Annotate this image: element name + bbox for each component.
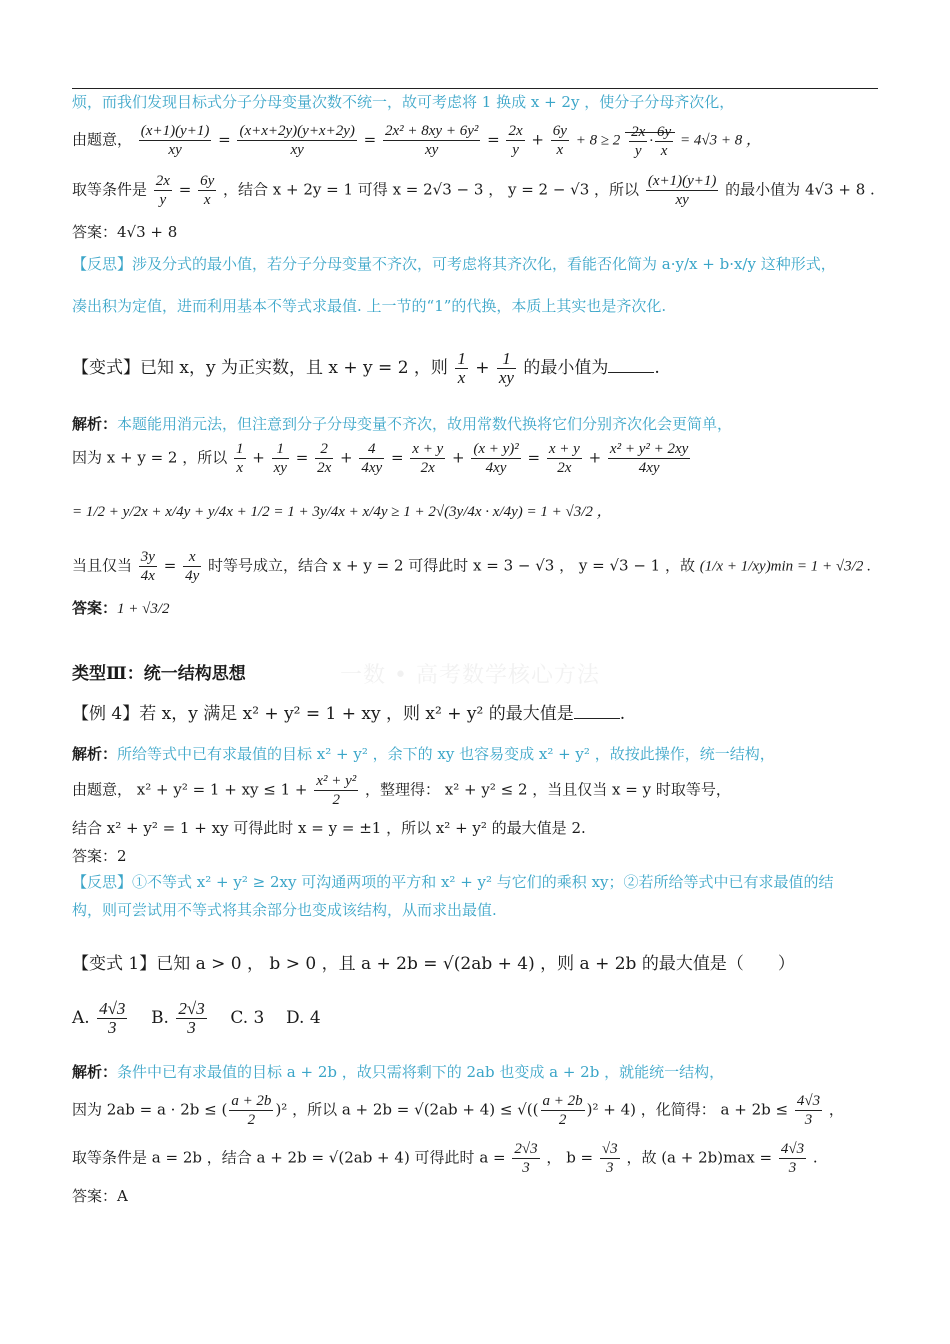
variant1-solution-line-3: 取等条件是 a = 2b ，结合 a + 2b = √(2ab + 4) 可得此时 a = $\frac{2√3}{3}$ ， b = $\frac{√3}{3}$ ，故 (a + 2b)max = $\frac{4√3}{3}$ .	[72, 1141, 818, 1176]
example4-solution-line-3: 结合 x² + y² = 1 + xy 可得此时 x = y = ±1 ，所以 x² + y² 的最大值是 2.	[72, 819, 586, 837]
solution-label: 解析：	[72, 1063, 118, 1081]
solution-text: 时等号成立，结合 x + y = 2 可得此时 x = 3 − √3 ， y = √3 − 1 ，故	[208, 556, 695, 575]
fraction: $\frac{4√3}{3}$	[780, 1141, 805, 1176]
solution-text: 当且仅当	[72, 556, 133, 575]
reflection-text: 涉及分式的最小值，若分子分母变量不齐次，可考虑将其齐次化，看能否化简为 a·y/x + b·x/y 这种形式，	[132, 255, 836, 273]
option-a-label: A.	[72, 1008, 90, 1028]
solution-text: ，故 (a + 2b)max =	[626, 1148, 773, 1167]
fraction: $\frac{1}{x}$	[457, 349, 466, 387]
condition-text: ，结合 x + 2y = 1 可得 x = 2√3 − 3 ， y = 2 − √3 ，所以	[223, 180, 640, 199]
intro-condition-line: 取等条件是 $\frac{2x}{y}$ = $\frac{6y}{x}$ ，结合 x + 2y = 1 可得 x = 2√3 − 3 ， y = 2 − √3 ，所以 $\frac{(x+1)(y+1)}{xy}$ 的最小值为 4√3 + 8 .	[72, 173, 875, 208]
option-c: C. 3	[230, 1008, 265, 1028]
option-a-value: $\frac{4√3}{3}$	[99, 999, 126, 1037]
fraction: $\frac{√3}{3}$	[601, 1141, 618, 1176]
fraction: $\frac{\text{2x² + 8xy + 6y²}}{xy}$	[384, 123, 479, 158]
intro-line-1: 烦，而我们发现目标式分子分母变量次数不统一，故可考虑将 1 换成 x + 2y ，使分子分母齐次化，	[72, 93, 735, 111]
intro-equation-line: 由题意， $\frac{(x+1)(y+1)}{xy}$ = $\frac{(x+x+2y)(y+x+2y)}{xy}$ = $\frac{\text{2x² + 8xy + 6y²}}{xy}$ = $\frac{2x}{y}$ + $\frac{6y}{x}$ + 8 ≥ 2 $\frac{2x}{y}$ · $\frac{6y}{x}$ = 4√3 + 8 ，	[72, 123, 761, 159]
example-question-text: 【例 4】若 x，y 满足 x² + y² = 1 + xy ，则 x² + y² 的最大值是	[72, 704, 574, 724]
fraction: $\frac{1}{xy}$	[498, 349, 514, 387]
variant-solution-line-1	[72, 414, 732, 434]
period: .	[619, 704, 626, 724]
solution-text: ，整理得： x² + y² ≤ 2 ，当且仅当 x = y 时取等号，	[365, 780, 731, 799]
variant1-options	[72, 1000, 321, 1037]
fraction: $\frac{6y}{x}$	[200, 173, 215, 208]
fraction: $\frac{6y}{x}$	[552, 123, 567, 158]
solution-text: )² + 4) ，化简得： a + 2b ≤	[586, 1100, 789, 1119]
solution-label: 解析：	[72, 745, 118, 763]
example4-question	[72, 704, 625, 724]
fraction: $\frac{a + 2b}{2}$	[231, 1093, 272, 1128]
ineq-part: + 8 ≥ 2	[575, 132, 621, 149]
fraction: $\frac{1}{x}$	[236, 441, 244, 476]
fraction: $\frac{(x+1)(y+1)}{xy}$	[140, 123, 210, 158]
min-value-text: 的最小值为 4√3 + 8 .	[725, 180, 875, 199]
variant-solution-line-4: 当且仅当 $\frac{3y}{4x}$ = $\frac{x}{4y}$ 时等号成立，结合 x + y = 2 可得此时 x = 3 − √3 ， y = √3 − 1 ，故 (1/x + 1/xy)min = 1 + √3/2 .	[72, 549, 871, 584]
condition-label: 取等条件是	[72, 180, 148, 199]
variant-question: 【变式】已知 x，y 为正实数，且 x + y = 2 ，则 $\frac{1}{x}$ + $\frac{1}{xy}$ 的最小值为 .	[72, 349, 660, 387]
solution-text: 本题能用消元法，但注意到分子分母变量不齐次，故用常数代换将它们分别齐次化会更简单，	[117, 415, 733, 433]
fraction: $\frac{x + y}{2x}$	[548, 441, 580, 476]
option-b-label: B.	[151, 1008, 169, 1028]
fraction: $\frac{2x}{y}$	[508, 123, 523, 158]
fraction: $\frac{\text{x² + y²}}{2}$	[316, 773, 357, 808]
fraction: $\frac{1}{xy}$	[273, 441, 287, 476]
period: .	[654, 358, 660, 378]
intro-answer: 答案：4√3 + 8	[72, 223, 178, 241]
variant-question-text: 【变式】已知 x，y 为正实数，且 x + y = 2 ，则	[72, 358, 448, 378]
solution-text: 因为 x + y = 2 ，所以	[72, 448, 228, 467]
fraction: $\frac{2√3}{3}$	[514, 1141, 538, 1176]
solution-text: 由题意， x² + y² = 1 + xy ≤ 1 +	[72, 780, 308, 799]
section-title: 类型Ⅲ：统一结构思想	[72, 664, 246, 684]
watermark: 一数 • 高考数学核心方法	[340, 663, 600, 688]
variant1-answer: 答案：A	[72, 1187, 128, 1205]
fraction: $\frac{a + 2b}{2}$	[542, 1093, 583, 1128]
variant1-solution-line-1	[72, 1062, 724, 1082]
fraction: $\frac{(x+x+2y)(y+x+2y)}{xy}$	[239, 123, 355, 158]
answer-label: 答案：	[72, 599, 118, 617]
answer-blank	[608, 358, 654, 373]
variant-solution-line-2: 因为 x + y = 2 ，所以 $\frac{1}{x}$ + $\frac{1}{xy}$ = $\frac{2}{2x}$ + $\frac{4}{4xy}$ = $\frac{x + y}{2x}$ + $\frac{\text{(x + y)²}}{4xy}$ = $\frac{x + y}{2x}$ + $\frac{\text{x² + y² + 2xy}}{4xy}$	[72, 441, 689, 476]
solution-text: 因为 2ab = a · 2b ≤ (	[72, 1100, 228, 1119]
solution-text: 取等条件是 a = 2b ，结合 a + 2b = √(2ab + 4) 可得此时 a =	[72, 1148, 506, 1167]
reflection1-line-1	[72, 254, 836, 274]
solution-text: 条件中已有求最值的目标 a + 2b ，故只需将剩下的 2ab 也变成 a + 2b ，就能统一结构，	[117, 1063, 725, 1081]
answer-value: 1 + √3/2	[117, 601, 170, 617]
solution-text: 所给等式中已有求最值的目标 x² + y² ，余下的 xy 也容易变成 x² + y² ，故按此操作，统一结构，	[117, 745, 775, 763]
fraction: $\frac{\text{x² + y² + 2xy}}{4xy}$	[609, 441, 689, 476]
reflection2-line-1	[72, 872, 834, 892]
solution-text: )² ，所以 a + 2b = √(2ab + 4) ≤ √((	[275, 1100, 539, 1119]
reflection2-line-2: 构，则可尝试用不等式将其余部分也变成该结构，从而求出最值.	[72, 901, 497, 919]
variant-answer	[72, 598, 170, 619]
fraction: $\frac{2}{2x}$	[317, 441, 332, 476]
fraction: $\frac{x}{4y}$	[185, 549, 200, 584]
variant-solution-line-3: = 1/2 + y/2x + x/4y + y/4x + 1/2 = 1 + 3y/4x + x/4y ≥ 1 + 2√(3y/4x · x/4y) = 1 + √3/2 ，	[72, 504, 612, 520]
option-d: D. 4	[286, 1008, 321, 1028]
fraction: $\frac{x + y}{2x}$	[412, 441, 444, 476]
example4-answer: 答案：2	[72, 847, 127, 865]
result-part: = 4√3 + 8 ，	[679, 132, 761, 149]
reflection1-line-2: 凑出积为定值，进而利用基本不等式求最值. 上一节的“1”的代换，本质上其实也是齐次化.	[72, 297, 667, 315]
example4-solution-line-1	[72, 744, 775, 764]
fraction: $\frac{2x}{y}$	[155, 173, 170, 208]
fraction: $\frac{(x+1)(y+1)}{xy}$	[647, 173, 717, 208]
option-b-value: $\frac{2√3}{3}$	[178, 999, 205, 1037]
fraction: $\frac{3y}{4x}$	[140, 549, 155, 584]
fraction: $\frac{4}{4xy}$	[361, 441, 383, 476]
reflection-text: ①不等式 x² + y² ≥ 2xy 可沟通两项的平方和 x² + y² 与它们的乘积 xy；②若所给等式中已有求最值的结	[132, 873, 834, 891]
solution-text: ， b =	[546, 1148, 594, 1167]
intro-label: 由题意，	[72, 130, 133, 149]
min-value: (1/x + 1/xy)min = 1 + √3/2 .	[699, 558, 871, 575]
reflection-tag: 【反思】	[72, 873, 133, 891]
reflection-tag: 【反思】	[72, 255, 133, 273]
variant-question-tail: 的最小值为	[523, 358, 609, 378]
fraction: $\frac{4√3}{3}$	[796, 1093, 821, 1128]
sqrt-expression: $\frac{2x}{y}$ · $\frac{6y}{x}$	[625, 132, 675, 149]
fraction: $\frac{\text{(x + y)²}}{4xy}$	[473, 441, 519, 476]
variant1-solution-line-2: 因为 2ab = a · 2b ≤ ( $\frac{a + 2b}{2}$ )² ，所以 a + 2b = √(2ab + 4) ≤ √(( $\frac{a + 2b}{2}$ )² + 4) ，化简得： a + 2b ≤ $\frac{4√3}{3}$ ，	[72, 1093, 844, 1128]
variant1-question: 【变式 1】已知 a > 0 ， b > 0 ，且 a + 2b = √(2ab + 4) ，则 a + 2b 的最大值是（ ）	[72, 954, 795, 974]
header-rule	[72, 88, 878, 89]
example4-solution-line-2	[72, 772, 731, 809]
answer-blank	[574, 704, 620, 719]
solution-label: 解析：	[72, 415, 118, 433]
